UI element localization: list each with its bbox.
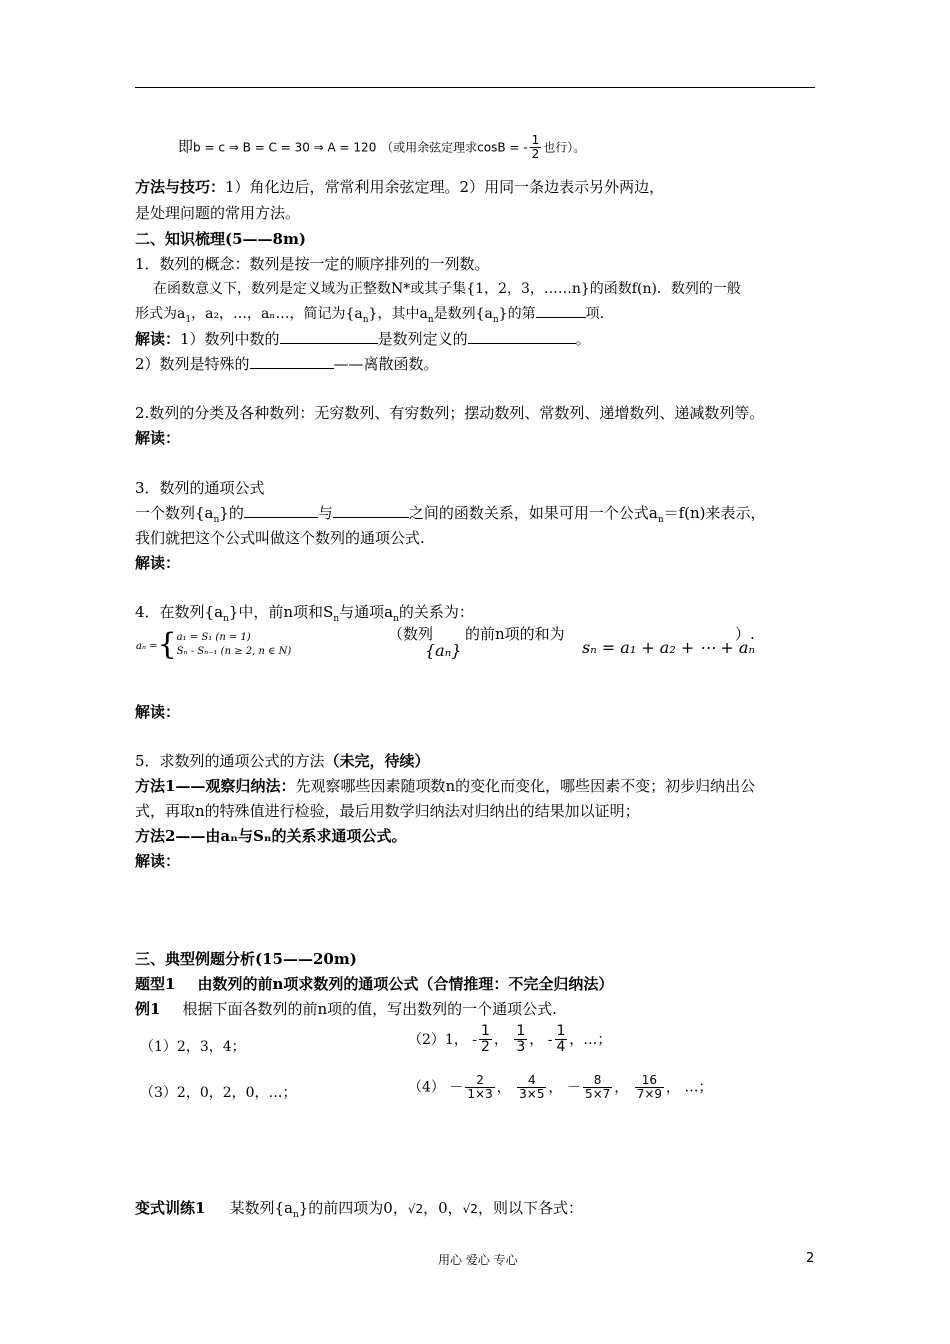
ex1-part4: [408, 1074, 713, 1101]
ex1-4-frac-1: － $\frac{2}{1\times 3}$ ，: [449, 1073, 511, 1102]
jiedu1b: 是数列定义的: [377, 330, 468, 348]
blank-2: [468, 329, 576, 344]
jiedu2a: 2）数列是特殊的: [135, 355, 250, 373]
fraction: [555, 1024, 568, 1056]
sqrt-2-first: √2: [407, 1202, 424, 1216]
fraction-half: [530, 134, 542, 161]
jiedu-1: [135, 328, 591, 349]
jiedu1a: 1）数列中数的: [180, 330, 280, 348]
item1-p2e: }的第: [498, 306, 536, 322]
method1-text: 先观察哪些因素随项数n的变化而变化，哪些因素不变；初步归纳出公: [295, 777, 756, 795]
header-rule: [135, 87, 815, 88]
fraction: [517, 1074, 546, 1101]
fraction: [465, 1074, 494, 1101]
blank-term-index: [536, 303, 586, 318]
fraction: [635, 1074, 664, 1101]
item5-title: [135, 750, 430, 771]
denominator: 5×7: [584, 1087, 611, 1102]
numerator: 1: [481, 1023, 490, 1039]
item2-jiedu: 解读：: [135, 429, 181, 447]
item1-p2: 形式为$a_1$，a₂，…，aₙ…，简记为$\{a_n\}$，其中$a_n$是数列$\{a_n\}$的第 项.: [135, 303, 604, 325]
item3-p1d: 之间的函数关系，如果可用一个公式a: [408, 504, 658, 522]
methods-line-1: [135, 176, 664, 197]
item4-jiedu: 解读：: [135, 703, 181, 721]
denominator: 7×9: [636, 1087, 663, 1102]
frac-num: 1: [531, 133, 540, 147]
item4-formula: [136, 627, 292, 662]
item4-title-a: 4．在数列{a: [135, 603, 224, 621]
sqrt-2-second: √2: [462, 1202, 478, 1216]
item3-p1a: 一个数列{a: [135, 504, 214, 522]
sign: －: [449, 1079, 464, 1096]
jiedu1c: 。: [575, 330, 591, 348]
item1-p2c: }，其中a: [368, 306, 428, 322]
fraction: [479, 1024, 492, 1056]
item1-p2a: 形式为a: [135, 306, 186, 322]
method1: [135, 775, 755, 796]
ex1-2-frac-2: $\frac{1}{3}$ ，: [516, 1023, 544, 1056]
methods-text-2: 是处理问题的常用方法。: [135, 204, 301, 222]
top-line-formula: b = c ⇒ B = C = 30 ⇒ A = 120: [193, 140, 377, 155]
item4-note1: （数列: [388, 625, 434, 643]
top-line-note-open: （或用余弦定理求: [381, 140, 478, 155]
ex1-part3: （3）2，0，2，0，…；: [140, 1085, 297, 1101]
ex1-2-frac-3: [547, 1023, 570, 1056]
item4-close: ）.: [735, 625, 755, 643]
denominator: 4: [556, 1039, 566, 1056]
jiedu-label-1: 解读：: [135, 330, 181, 348]
numerator: 16: [641, 1073, 658, 1087]
ex1-2-frac-1: - $\frac{1}{2}$ ，: [472, 1023, 508, 1056]
sign: -: [547, 1031, 553, 1048]
method1-text2: 式，再取n的特殊值进行检验，最后用数学归纳法对归纳出的结果加以证明；: [135, 802, 640, 820]
item3-p1e: ＝f(n)来表示，: [663, 504, 766, 522]
sign: -: [472, 1031, 478, 1048]
page-number: 2: [806, 1251, 815, 1266]
item4-note2: 的前n项的和为: [465, 625, 565, 643]
type1-label: 题型1: [135, 975, 176, 993]
blank-5: [333, 503, 409, 518]
numerator: 2: [476, 1073, 484, 1087]
var1-text-a: 某数列{a: [229, 1199, 293, 1217]
type1-text: 由数列的前n项求数列的通项公式（合情推理：不完全归纳法）: [197, 975, 614, 993]
item5-title-a: 5．求数列的通项公式的方法: [135, 752, 325, 770]
denominator: 3×5: [519, 1087, 545, 1102]
item3-p1b: }的: [219, 504, 244, 522]
item1-p2f: 项.: [585, 306, 605, 322]
item2: 2.数列的分类及各种数列：无穷数列、有穷数列；摆动数列、常数列、递增数列、递减数列等。: [135, 404, 765, 422]
item1-p2d: 是数列{a: [433, 306, 493, 322]
methods-text-1: 1）角化边后，常常利用余弦定理。2）用同一条边表示另外两边，: [225, 178, 665, 196]
top-line: [178, 134, 585, 161]
blank-4: [244, 503, 318, 518]
ex1-2-prefix: （2）1，: [408, 1031, 468, 1048]
item1-p1: 在函数意义下，数列是定义域为正整数N*或其子集{1，2，3，……n}的函数f(n)．数列的一般: [153, 281, 741, 297]
ex1-4-frac-4: $\frac{16}{7\times 9}$ ，: [636, 1073, 681, 1102]
sign: －: [566, 1079, 581, 1096]
ex1-part1: （1）2，3，4；: [140, 1039, 246, 1055]
jiedu2b: ——离散函数。: [333, 355, 439, 373]
item4-cases: [177, 631, 292, 659]
blank-3: [250, 354, 334, 369]
ex1-label: 例1: [135, 1000, 161, 1018]
blank-1: [280, 329, 378, 344]
item4-title: 4．在数列$\{a_n\}$中，前n项和$S_n$与通项$a_n$的关系为：: [135, 603, 474, 624]
var1-text-c: ，0，: [423, 1199, 463, 1217]
numerator: 1: [516, 1023, 526, 1039]
item1-p2-mid: ，a₂，…，aₙ…: [191, 306, 290, 322]
item1-p2b: ，简记为{a: [289, 306, 363, 322]
numerator: 8: [593, 1073, 602, 1087]
denominator: 2: [481, 1039, 490, 1056]
variant1: 变式训练1 某数列$\{a_n\}$的前四项为0，√2，0，√2，则以下各式：: [135, 1199, 583, 1220]
fraction: [583, 1074, 612, 1101]
top-line-note-close: 也行）。: [543, 140, 586, 155]
section-2-title: 二、知识梳理(5——8m): [135, 230, 306, 248]
ex1-4-frac-2: $\frac{4}{3\times 5}$ ，: [519, 1073, 563, 1102]
item3-p2: 我们就把这个公式叫做这个数列的通项公式.: [135, 529, 425, 547]
item4-lhs: aₙ =: [136, 641, 158, 652]
method1-label: 方法1——观察归纳法：: [135, 777, 296, 795]
item1-title: 1．数列的概念：数列是按一定的顺序排列的一列数。: [135, 255, 490, 273]
fraction: [514, 1024, 527, 1056]
cos-expression: cosB = -: [477, 140, 528, 155]
item3-title: 3．数列的通项公式: [135, 479, 265, 497]
numerator: 1: [556, 1023, 566, 1039]
item3-p1: 一个数列$\{a_n\}$的 与 之间的函数关系，如果可用一个公式$a_n=f(n)$来表示，: [135, 504, 766, 525]
ex1-part2: [408, 1024, 611, 1056]
item3-jiedu: 解读：: [135, 554, 181, 572]
item5-jiedu: 解读：: [135, 852, 181, 870]
section-3-title: 三、典型例题分析(15——20m): [135, 950, 357, 968]
example1: [135, 998, 557, 1019]
ex1-2-suffix: ，…；: [569, 1031, 612, 1048]
footer-motto: 用心 爱心 专心: [438, 1253, 518, 1267]
denominator: 1×3: [467, 1087, 493, 1102]
ex1-text: 根据下面各数列的前n项的值，写出数列的一个通项公式.: [182, 1000, 557, 1018]
ex1-4-frac-3: － $\frac{8}{5\times 7}$ ，: [566, 1073, 629, 1102]
item4-title-c: 与通项a: [339, 603, 394, 621]
item4-case1: a₁ = S₁ (n = 1): [176, 632, 251, 643]
frac-den: 2: [531, 147, 540, 162]
type1: [135, 973, 613, 994]
var1-text-b: }的前四项为0，: [298, 1199, 408, 1217]
item5-title-b: （未完，待续）: [324, 752, 430, 770]
var1-label: 变式训练1: [135, 1199, 206, 1217]
ex1-4-suffix: …；: [684, 1079, 713, 1096]
item4-sum: sₙ = a₁ + a₂ + ⋯ + aₙ: [582, 638, 755, 657]
numerator: 4: [528, 1073, 536, 1087]
item4-case2: Sₙ - Sₙ₋₁ (n ≥ 2, n ∈ N): [176, 646, 292, 657]
var1-text-d: ，则以下各式：: [477, 1199, 583, 1217]
item4-title-b: }中，前n项和S: [228, 603, 334, 621]
method2: 方法2——由aₙ与Sₙ的关系求通项公式。: [135, 827, 407, 845]
brace-icon: {: [157, 627, 177, 662]
item4-title-d: 的关系为：: [398, 603, 474, 621]
ex1-4-prefix: （4）: [408, 1079, 445, 1096]
top-line-prefix: 即: [178, 137, 194, 156]
jiedu-2: [135, 353, 439, 374]
item3-p1c: 与: [317, 504, 333, 522]
item4-seq: {aₙ}: [425, 641, 462, 660]
methods-label: 方法与技巧：: [135, 178, 226, 196]
denominator: 3: [516, 1039, 526, 1056]
